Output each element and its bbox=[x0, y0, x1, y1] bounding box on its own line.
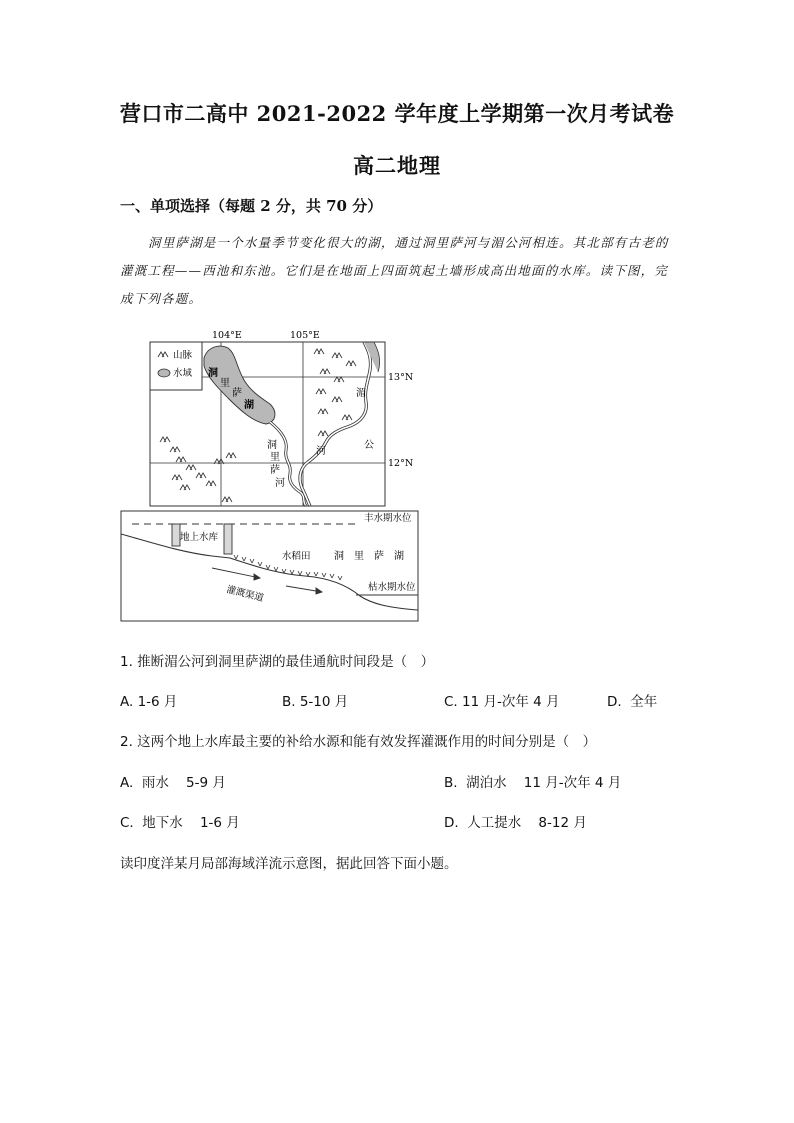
mekong-char-3: 河 bbox=[316, 446, 326, 457]
mekong-char-1: 湄 bbox=[356, 388, 366, 399]
low-water-label: 枯水期水位 bbox=[368, 582, 416, 593]
intro-line-1: 洞里萨湖是一个水量季节变化很大的湖，通过洞里萨河与湄公河相连。其北部有古老的 bbox=[148, 235, 669, 250]
river-char-4: 河 bbox=[275, 478, 285, 489]
exam-title: 营口市二高中 2021-2022 学年度上学期第一次月考试卷 bbox=[119, 101, 675, 126]
exam-subject: 高二地理 bbox=[353, 153, 441, 178]
q2-option-a[interactable]: A. 雨水 5-9 月 bbox=[120, 775, 226, 791]
river-char-1: 洞 bbox=[267, 440, 277, 451]
paddy-label: 水稻田 bbox=[282, 551, 311, 562]
question-1-stem: 1. 推断湄公河到洞里萨湖的最佳通航时间段是（ ） bbox=[120, 654, 435, 670]
lat-label-13: 13°N bbox=[388, 372, 414, 383]
question-2-stem: 2. 这两个地上水库最主要的补给水源和能有效发挥灌溉作用的时间分别是（ ） bbox=[120, 734, 597, 750]
tonle-sap-lake bbox=[204, 346, 275, 424]
q2-option-b[interactable]: B. 湖泊水 11 月-次年 4 月 bbox=[444, 775, 622, 791]
reservoir-wall-right bbox=[224, 524, 232, 554]
lat-label-12: 12°N bbox=[388, 458, 414, 469]
lon-label-104: 104°E bbox=[212, 330, 242, 341]
lake-char-2: 里 bbox=[220, 378, 230, 389]
intro-line-2: 灌溉工程——西池和东池。它们是在地面上四面筑起土墙形成高出地面的水库。读下图，完 bbox=[120, 263, 669, 278]
river-char-2: 里 bbox=[270, 452, 280, 463]
lake-profile-label: 洞 里 萨 湖 bbox=[334, 551, 404, 562]
tonle-sap-river bbox=[270, 422, 306, 506]
mekong-char-2: 公 bbox=[364, 440, 374, 451]
q1-option-a[interactable]: A. 1-6 月 bbox=[120, 694, 178, 710]
map-panel bbox=[150, 330, 413, 506]
reservoir-wall-left bbox=[172, 524, 180, 546]
lake-char-3: 萨 bbox=[232, 388, 242, 399]
canal-label: 灌溉渠道 bbox=[225, 584, 265, 605]
lon-label-105: 105°E bbox=[290, 330, 320, 341]
q1-option-c[interactable]: C. 11 月-次年 4 月 bbox=[444, 694, 560, 710]
lake-char-4: 湖 bbox=[244, 400, 254, 411]
legend-water-label: 水域 bbox=[173, 368, 193, 379]
q2-option-c[interactable]: C. 地下水 1-6 月 bbox=[120, 815, 240, 831]
reservoir-label: 地上水库 bbox=[180, 532, 219, 543]
q2-option-d[interactable]: D. 人工提水 8-12 月 bbox=[444, 815, 587, 831]
water-icon bbox=[158, 369, 170, 377]
q1-option-b[interactable]: B. 5-10 月 bbox=[282, 694, 349, 710]
river-char-3: 萨 bbox=[270, 465, 280, 476]
legend-mountain-label: 山脉 bbox=[173, 350, 193, 361]
profile-panel bbox=[121, 511, 418, 621]
lake-figure-svg bbox=[120, 330, 420, 626]
intro-line-3: 成下列各题。 bbox=[120, 291, 203, 306]
q1-option-d[interactable]: D. 全年 bbox=[607, 694, 658, 710]
lake-char-1: 洞 bbox=[208, 368, 218, 379]
next-question-intro: 读印度洋某月局部海域洋流示意图，据此回答下面小题。 bbox=[120, 856, 458, 872]
high-water-label: 丰水期水位 bbox=[364, 513, 412, 524]
mekong-river bbox=[300, 342, 371, 506]
lake-figure bbox=[120, 330, 420, 626]
section-heading: 一、单项选择（每题 2 分，共 70 分） bbox=[120, 197, 383, 215]
